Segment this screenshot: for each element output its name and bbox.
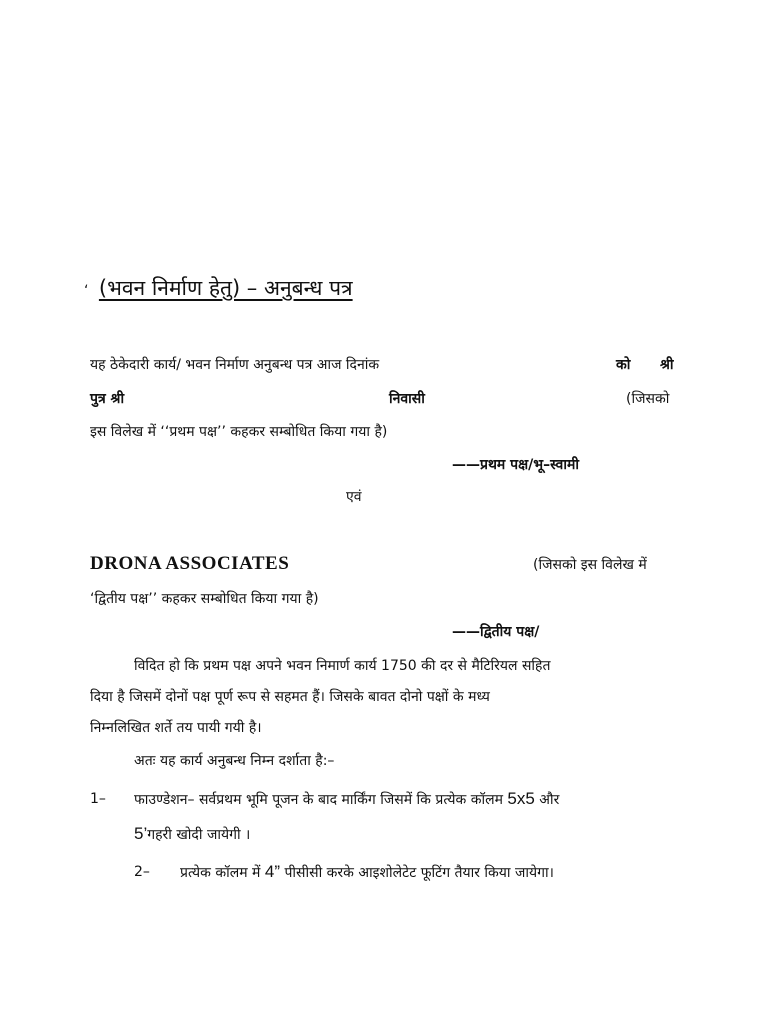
item-2-pre: प्रत्येक कॉलम में (180, 865, 261, 881)
company-line-2: ‘द्वितीय पक्ष’’ कहकर सम्बोधित किया गया है) (90, 591, 319, 607)
company-name: DRONA ASSOCIATES (90, 553, 290, 574)
item-1-text-2 (134, 824, 250, 845)
intro-line-2-mid: निवासी (389, 391, 425, 407)
intro-ko: को (616, 357, 631, 373)
item-1-aur: और (539, 792, 560, 808)
para-1-line-3: निम्नलिखित शर्ते तय पायी गयी है। (90, 720, 262, 736)
intro-line-2-left: पुत्र श्री (90, 391, 125, 407)
second-party-label: ——द्वितीय पक्ष/ (452, 624, 540, 640)
item-1-text (134, 789, 559, 810)
item-1-number: 1– (90, 791, 106, 807)
item-1-depth: 5’ (134, 824, 148, 843)
item-2-text-main: पीसीसी करके आइशोलेटेट फूटिंग तैयार किया जायेगा। (284, 865, 554, 881)
item-1-text-2-main: गहरी खोदी जायेगी । (147, 827, 251, 843)
para-1-line-1: विदित हो कि प्रथम पक्ष अपने भवन निमार्ण कार्य 1750 की दर से मैटिरियल सहित (134, 658, 551, 674)
para-2: अतः यह कार्य अनुबन्ध निम्न दर्शाता है:– (134, 753, 335, 769)
page-title: (भवन निर्माण हेतु) – अनुबन्ध पत्र (98, 276, 353, 300)
item-1-text-main: फाउण्डेशन– सर्वप्रथम भूमि पूजन के बाद मार्किंग जिसमें कि प्रत्येक कॉलम (134, 792, 503, 808)
first-party-label: ——प्रथम पक्ष/भू–स्वामी (452, 457, 579, 473)
and-connector: एवं (346, 489, 362, 505)
item-2-size: 4” (264, 862, 280, 881)
title-row (84, 274, 353, 302)
item-2-text (180, 862, 554, 883)
company-line-right: (जिसको इस विलेख में (533, 557, 647, 573)
intro-shri: श्री (660, 357, 674, 373)
para-1-line-2: दिया है जिसमें दोनों पक्ष पूर्ण रूप से सहमत हैं। जिसके बावत दोनो पक्षों के मध्य (90, 689, 490, 705)
intro-line-1: यह ठेकेदारी कार्य/ भवन निर्माण अनुबन्ध पत्र आज दिनांक (90, 357, 380, 373)
intro-line-2-right: (जिसको (626, 391, 670, 407)
item-1-size: 5x5 (507, 789, 535, 808)
intro-line-3: इस विलेख में ‘‘प्रथम पक्ष’’ कहकर सम्बोधित किया गया है) (90, 424, 388, 440)
item-2-number: 2– (134, 864, 150, 880)
title-mark: ‘ (84, 283, 89, 299)
